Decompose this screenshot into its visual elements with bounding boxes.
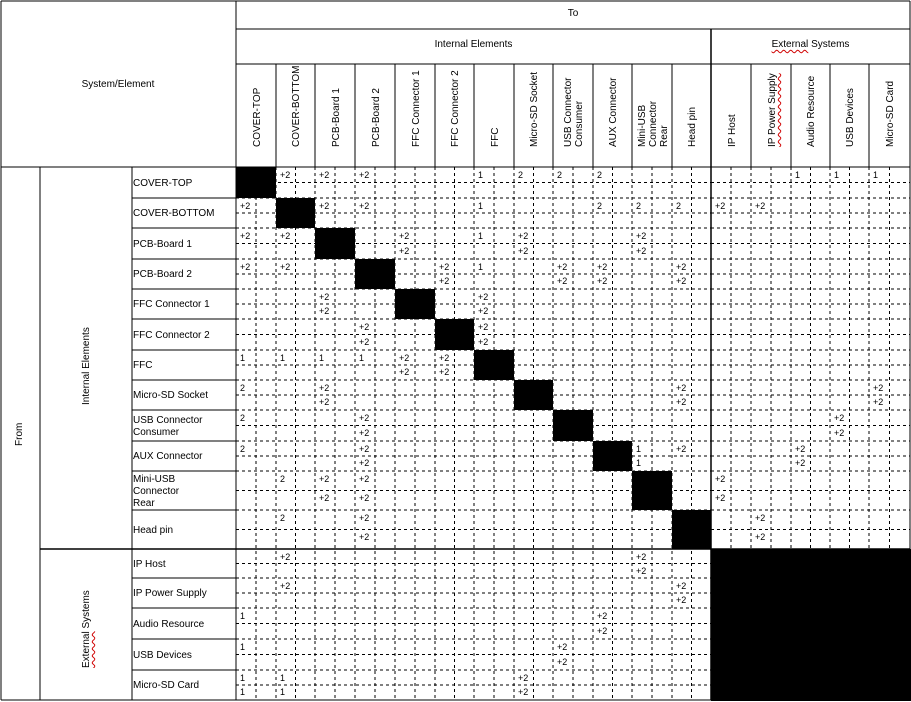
cell-value: 1 [478, 201, 484, 211]
cell-value: +2 [359, 336, 370, 347]
cell-value: +2 [439, 276, 450, 286]
cell-value: 1 [636, 444, 642, 454]
cell-value: +2 [319, 292, 330, 302]
column-header-line: Micro-SD Socket [529, 71, 540, 147]
cell-value: +2 [478, 322, 489, 332]
column-header-1 [252, 88, 263, 147]
column-header-8 [529, 72, 540, 147]
cell-value: +2 [715, 492, 726, 503]
row-header-line: FFC Connector 2 [133, 329, 210, 341]
cell-value: +2 [676, 581, 687, 591]
column-header-line: FFC Connector 1 [410, 70, 422, 147]
column-header-line: Consumer [574, 100, 585, 147]
cell-value: 1 [636, 458, 642, 468]
diagonal-block [236, 167, 276, 198]
column-header-12 [687, 107, 698, 147]
cell-value: +2 [715, 474, 726, 484]
system-element-corner: System/Element [81, 79, 155, 90]
row-header-15 [133, 619, 204, 631]
cell-value: +2 [399, 245, 410, 256]
cell-value: +2 [478, 336, 489, 347]
column-header-16 [845, 88, 856, 147]
cell-value: +2 [359, 458, 370, 468]
cell-value: 2 [676, 201, 682, 211]
cell-value: +2 [676, 262, 687, 272]
row-header-line: Micro-SD Card [133, 680, 200, 691]
external-word-row: External [81, 631, 92, 668]
column-header-line: Audio Resource [806, 75, 817, 147]
cell-value: +2 [873, 397, 884, 407]
diagonal-block [672, 510, 711, 549]
diagonal-block [632, 471, 672, 510]
cell-value: +2 [240, 262, 251, 272]
cell-value: +2 [359, 513, 370, 523]
cell-value: +2 [873, 383, 884, 393]
diagonal-block [315, 228, 355, 259]
cell-value: 2 [597, 201, 603, 211]
cell-value: +2 [597, 262, 608, 272]
cell-value: +2 [478, 306, 489, 316]
systems-word-row: Systems [81, 590, 92, 629]
cell-value: +2 [557, 262, 568, 272]
row-header-11 [133, 474, 179, 510]
cell-value: +2 [359, 427, 370, 438]
cell-value: +2 [319, 397, 330, 407]
column-header-line: AUX Connector [608, 77, 619, 147]
cell-value: 1 [240, 353, 246, 363]
diagonal-block [276, 198, 315, 228]
cell-value: +2 [439, 367, 450, 377]
cell-value: 2 [636, 201, 642, 211]
column-header-5 [411, 70, 422, 147]
cell-value: 1 [280, 687, 286, 697]
cell-value: +2 [834, 413, 845, 423]
cell-value: +2 [359, 413, 370, 423]
column-header-3 [331, 88, 342, 147]
cell-value: +2 [399, 353, 410, 363]
cell-value: 1 [240, 673, 246, 683]
column-header-line: PCB-Board 2 [370, 88, 382, 147]
diagonal-block [435, 319, 474, 350]
cell-value: +2 [359, 444, 370, 454]
cell-value: +2 [439, 353, 450, 363]
cell-value: +2 [319, 201, 330, 211]
column-header-line: USB Connector [563, 77, 574, 147]
column-header-line: USB Devices [845, 88, 856, 147]
cell-value: +2 [359, 170, 370, 180]
cell-value: +2 [478, 292, 489, 302]
row-header-8 [133, 390, 208, 402]
column-header-line: COVER-BOTTOM [291, 65, 302, 147]
cell-value: 1 [240, 642, 246, 652]
cell-value: +2 [399, 231, 410, 241]
cell-value: 2 [240, 383, 246, 393]
row-header-line: Consumer [133, 426, 180, 438]
column-header-13 [727, 114, 738, 147]
cell-value: +2 [280, 581, 291, 591]
cell-value: 1 [873, 170, 879, 180]
row-header-10 [133, 451, 202, 463]
row-header-14 [133, 588, 207, 600]
diagonal-block [593, 441, 632, 471]
cell-value: 1 [280, 673, 286, 683]
row-header-line: Mini-USB [133, 473, 176, 485]
internal-elements-col-header: Internal Elements [434, 39, 513, 50]
cell-value: +2 [280, 170, 291, 180]
cell-value: 1 [834, 170, 840, 180]
cell-value: +2 [359, 492, 370, 503]
cell-value: 1 [240, 687, 246, 697]
row-header-3 [133, 239, 192, 251]
cell-value: +2 [280, 552, 291, 562]
cell-value: +2 [597, 611, 608, 621]
cell-value: +2 [676, 276, 687, 286]
row-header-line: IP Host [133, 558, 166, 570]
internal-elements-row-header: Internal Elements [81, 327, 92, 405]
external-systems-col-header [711, 39, 910, 51]
column-header-line: PCB-Board 1 [330, 88, 342, 147]
row-header-12 [133, 525, 173, 537]
cell-value: +2 [240, 201, 251, 211]
cell-value: 2 [280, 513, 286, 523]
column-header-line: Micro-SD Card [885, 80, 896, 147]
column-header-4 [371, 88, 382, 147]
row-header-17 [133, 680, 199, 692]
cell-value: 2 [518, 170, 524, 180]
row-header-line: USB Connector [133, 414, 203, 426]
cell-value: +2 [319, 170, 330, 180]
column-header-15 [806, 76, 817, 147]
external-word: External [771, 39, 809, 50]
cell-value: +2 [636, 231, 647, 241]
to-header: To [567, 8, 579, 19]
cell-value: 1 [478, 170, 484, 180]
cell-value: +2 [518, 673, 529, 683]
row-header-1 [133, 178, 192, 190]
cell-value: +2 [795, 458, 806, 468]
column-header-17 [885, 81, 896, 147]
row-header-line: USB Devices [133, 649, 192, 661]
cell-value: 1 [280, 353, 286, 363]
cell-value: 1 [478, 231, 484, 241]
cell-value: 2 [240, 444, 246, 454]
cell-value: +2 [834, 427, 845, 438]
cell-value: +2 [755, 531, 766, 542]
column-header-line: COVER-TOP [251, 87, 263, 147]
cell-value: +2 [557, 642, 568, 652]
row-header-line: Rear [133, 497, 155, 509]
row-header-16 [133, 650, 192, 662]
cell-value: +2 [597, 276, 608, 286]
cell-value: 1 [319, 353, 325, 363]
cell-value: +2 [359, 322, 370, 332]
column-header-7 [490, 128, 501, 147]
cell-value: +2 [795, 444, 806, 454]
cell-value: +2 [676, 444, 687, 454]
cell-value: +2 [280, 231, 291, 241]
cell-value: +2 [518, 231, 529, 241]
cell-value: +2 [597, 625, 608, 636]
cell-value: +2 [319, 383, 330, 393]
row-header-13 [133, 559, 166, 571]
cell-value: 2 [597, 170, 603, 180]
cell-value: +2 [439, 262, 450, 272]
row-header-line: Audio Resource [133, 618, 205, 630]
row-header-line: COVER-BOTTOM [133, 208, 215, 219]
row-header-line: IP Power Supply [133, 588, 207, 599]
cell-value: +2 [399, 367, 410, 377]
cell-value: +2 [755, 513, 766, 523]
cell-value: +2 [676, 595, 687, 605]
row-header-line: Head pin [133, 524, 174, 536]
systems-word: Systems [811, 39, 850, 50]
cell-value: +2 [755, 201, 766, 211]
cell-value: +2 [518, 245, 529, 256]
diagonal-block [355, 259, 395, 289]
cell-value: +2 [359, 201, 370, 211]
cell-value: +2 [359, 531, 370, 542]
row-header-line: AUX Connector [133, 451, 203, 462]
cell-value: +2 [676, 397, 687, 407]
column-header-line: Head pin [687, 106, 698, 147]
row-header-line: FFC [133, 360, 153, 371]
column-header-10 [608, 78, 619, 147]
cell-value: +2 [636, 245, 647, 256]
column-header-line: IP Host [726, 114, 738, 147]
row-header-4 [133, 269, 192, 281]
cell-value: 1 [240, 611, 246, 621]
row-header-7 [133, 360, 152, 372]
row-header-2 [133, 208, 214, 220]
external-systems-row-header [81, 590, 92, 668]
column-header-line: FFC Connector 2 [450, 70, 461, 147]
column-header-line: Rear [658, 125, 670, 147]
cell-value: +2 [319, 474, 330, 484]
cell-value: +2 [359, 474, 370, 484]
row-header-line: PCB-Board 1 [133, 238, 192, 250]
cell-value: +2 [636, 552, 647, 562]
diagonal-block [474, 350, 514, 380]
column-header-line: FFC [489, 127, 501, 147]
column-header-line: Mini-USB [636, 104, 648, 147]
cell-value: +2 [240, 231, 251, 241]
column-header-6 [450, 70, 461, 147]
diagonal-block [514, 380, 553, 410]
cell-value: 2 [240, 413, 246, 423]
cell-value: +2 [280, 262, 291, 272]
row-header-5 [133, 299, 210, 311]
row-header-line: Connector [133, 485, 180, 497]
cell-value: +2 [518, 687, 529, 697]
row-header-line: COVER-TOP [133, 177, 193, 189]
external-systems-block [711, 549, 911, 701]
cell-value: +2 [319, 492, 330, 503]
row-header-9 [133, 415, 202, 439]
cell-value: 1 [795, 170, 801, 180]
row-header-line: PCB-Board 2 [133, 269, 192, 280]
column-header-line: IP Power Supply [766, 73, 778, 147]
cell-value: +2 [557, 656, 568, 667]
column-header-9 [563, 78, 585, 147]
column-header-11 [637, 101, 670, 147]
cell-value: 2 [557, 170, 563, 180]
column-header-line: Connector [647, 100, 659, 147]
diagonal-block [553, 410, 593, 441]
cell-value: +2 [557, 276, 568, 286]
diagonal-block [395, 289, 435, 319]
column-header-2 [291, 66, 302, 147]
cell-value: 1 [359, 353, 365, 363]
row-header-line: FFC Connector 1 [133, 299, 210, 310]
cell-value: 2 [280, 474, 286, 484]
column-header-14 [767, 73, 778, 147]
cell-value: +2 [715, 201, 726, 211]
cell-value: 1 [478, 262, 484, 272]
row-header-line: Micro-SD Socket [133, 390, 209, 401]
cell-value: +2 [319, 306, 330, 316]
cell-value: +2 [676, 383, 687, 393]
row-header-6 [133, 330, 210, 342]
from-header: From [14, 422, 25, 446]
cell-value: +2 [636, 565, 647, 576]
